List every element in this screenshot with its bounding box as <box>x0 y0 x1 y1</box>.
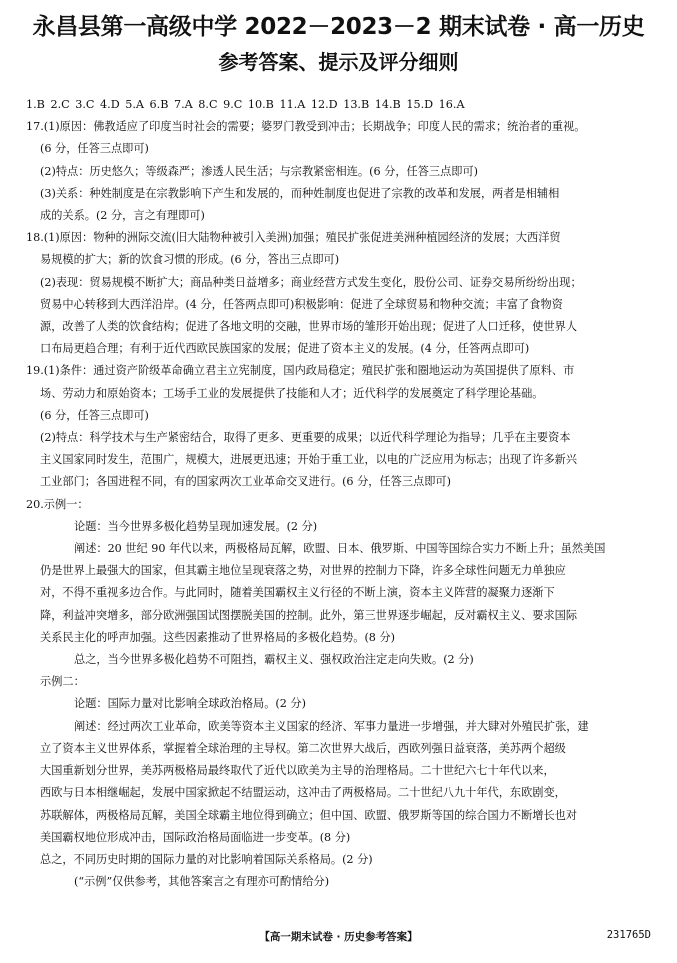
q20-line: 关系民主化的呼声加强。这些因素推动了世界格局的多极化趋势。(8 分) <box>40 630 396 644</box>
q20-line: 美国霸权地位形成冲击，国际政治格局面临进一步变革。(8 分) <box>40 830 351 844</box>
multiple-choice-answers: 1.B 2.C 3.C 4.D 5.A 6.B 7.A 8.C 9.C 10.B 11.A 12.D 13.B 14.B 15.D 16.A <box>26 98 465 111</box>
q18-line: (2)表现：贸易规模不断扩大；商品种类日益增多；商业经营方式发生变化，股份公司、证券交易所纷纷出现； <box>40 275 582 289</box>
q20-line: 总之，不同历史时期的国际力量的对比影响着国际关系格局。(2 分) <box>40 852 373 866</box>
q19-line: 19.(1)条件：通过资产阶级革命确立君主立宪制度，国内政局稳定；殖民扩张和圈地运动为英国提供了原料、市 <box>26 364 575 378</box>
q20-line: 西欧与日本相继崛起，发展中国家掀起不结盟运动，这冲击了两极格局。二十世纪八九十年代，东欧剧变， <box>40 786 566 800</box>
q17-line: (3)关系：种姓制度是在宗教影响下产生和发展的，而种姓制度也促进了宗教的改革和发展，两者是相辅相 <box>40 186 560 200</box>
q19-line: 场、劳动力和原始资本；工场手工业的发展提供了技能和人才；近代科学的发展奠定了科学理论基础。 <box>40 386 544 400</box>
q17-line: 成的关系。(2 分，言之有理即可) <box>40 209 205 223</box>
footer-title: 【高一期末试卷 · 历史参考答案】 <box>259 931 418 943</box>
q20-line: 仍是世界上最强大的国家，但其霸主地位呈现衰落之势，对世界的控制力下降，许多全球性问题无力单独应 <box>40 564 566 578</box>
answer-body <box>26 94 654 893</box>
q20-line: 论题：当今世界多极化趋势呈现加速发展。(2 分) <box>74 519 318 533</box>
q20-line: 论题：国际力量对比影响全球政治格局。(2 分) <box>74 697 306 711</box>
q18-line: 易规模的扩大；新的饮食习惯的形成。(6 分，答出三点即可) <box>40 253 340 267</box>
q20-line: 阐述：经过两次工业革命，欧美等资本主义国家的经济、军事力量进一步增强，并大肆对外殖民扩张，建 <box>74 719 589 733</box>
q17-line: (6 分，任答三点即可) <box>40 142 149 156</box>
q18-line: 源，改善了人类的饮食结构；促进了各地文明的交融，世界市场的雏形开始出现；促进了人口迁移，使世界人 <box>40 320 578 334</box>
q20-line: 对，不得不重视多边合作。与此同时，随着美国霸权主义行径的不断上演，资本主义阵营的凝聚力逐渐下 <box>40 586 555 600</box>
q20-line: 立了资本主义世界体系，掌握着全球治理的主导权。第二次世界大战后，西欧列强日益衰落，美苏两个超级 <box>40 741 566 755</box>
q20-example1-label: 20.示例一： <box>26 497 89 511</box>
q20-line: 阐述：20 世纪 90 年代以来，两极格局瓦解，欧盟、日本、俄罗斯、中国等国综合实力不断上升；虽然美国 <box>74 542 606 556</box>
q17-line: 17.(1)原因：佛教适应了印度当时社会的需要；婆罗门教受到冲击；长期战争；印度人民的需求；统治者的重视。 <box>26 120 586 134</box>
q19-line: (2)特点：科学技术与生产紧密结合，取得了更多、更重要的成果；以近代科学理论为指导；几乎在主要资本 <box>40 431 571 445</box>
q18-line: 口布局更趋合理；有利于近代西欧民族国家的发展；促进了资本主义的发展。(4 分，任答两点即可) <box>40 342 530 356</box>
q20-line: 总之，当今世界多极化趋势不可阻挡，霸权主义、强权政治注定走向失败。(2 分) <box>74 653 474 667</box>
q20-line: 大国重新划分世界，美苏两极格局最终取代了近代以欧美为主导的治理格局。二十世纪六七十年代以来， <box>40 764 555 778</box>
q20-line: (“示例”仅供参考，其他答案言之有理亦可酌情给分) <box>74 875 330 889</box>
q19-line: (6 分，任答三点即可) <box>40 408 149 422</box>
q19-line: 主义国家同时发生，范围广，规模大，进展更迅速；开始于重工业，以电的广泛应用为标志；出现了许多新兴 <box>40 453 578 467</box>
q20-line: 降，利益冲突增多，部分欧洲强国试图摆脱美国的控制。此外，第三世界逐步崛起，反对霸权主义、要求国际 <box>40 608 578 622</box>
q19-line: 工业部门；各国进程不同，有的国家两次工业革命交叉进行。(6 分，任答三点即可) <box>40 475 451 489</box>
q20-example2-label: 示例二： <box>40 675 85 689</box>
q18-line: 贸易中心转移到大西洋沿岸。(4 分，任答两点即可)积极影响：促进了全球贸易和物种交流；丰富了食物资 <box>40 297 563 311</box>
q17-line: (2)特点：历史悠久；等级森严；渗透人民生活；与宗教紧密相连。(6 分，任答三点即可) <box>40 164 479 178</box>
q20-line: 苏联解体，两极格局瓦解，美国全球霸主地位得到确立；但中国、欧盟、俄罗斯等国的综合国力不断增长也对 <box>40 808 578 822</box>
q18-line: 18.(1)原因：物种的洲际交流(旧大陆物种被引入美洲)加强；殖民扩张促进美洲种植园经济的发展；大西洋贸 <box>26 231 561 245</box>
footer-code: 231765D <box>606 929 651 941</box>
page-subtitle: 参考答案、提示及评分细则 <box>218 50 459 74</box>
page-title: 永昌县第一高级中学 2022－2023－2 期末试卷 · 高一历史 <box>32 14 645 40</box>
